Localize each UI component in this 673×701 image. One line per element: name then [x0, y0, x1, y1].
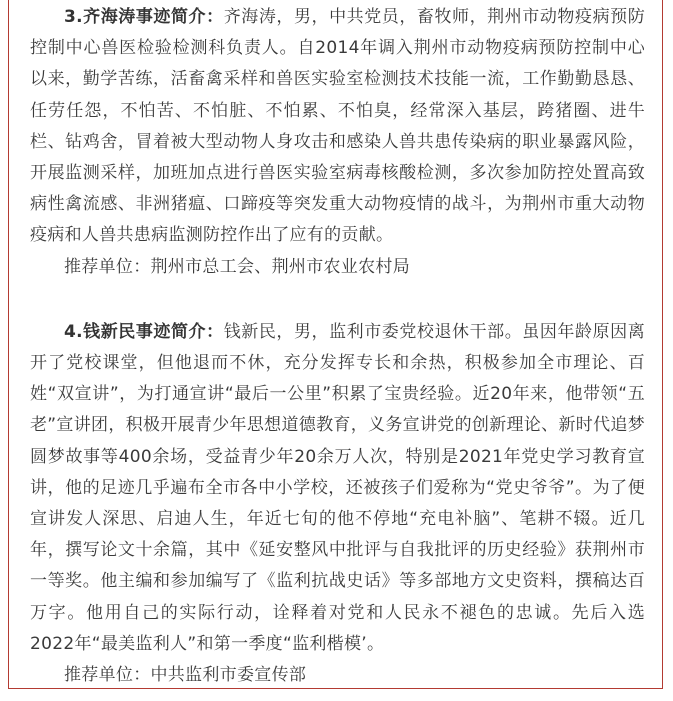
recommend-unit-qi-haitao: 推荐单位：荆州市总工会、荆州市农业农村局	[64, 256, 410, 277]
article-content	[30, 2, 645, 691]
profile-paragraph-qi-haitao	[30, 2, 645, 252]
profile-heading-qian-xinmin: 4.钱新民事迹简介：	[64, 321, 224, 342]
profile-body-qian-xinmin: 钱新民，男，监利市委党校退休干部。虽因年龄原因离开了党校课堂，但他退而不休，充分发挥专长和余热，积极参加全市理论、百姓“双宣讲”，为打通宣讲“最后一公里”积累了宝贵经验。近20年来，他带领“五老”宣讲团，积极开展青少年思想道德教育，义务宣讲党的创新理论、新时代追梦圆梦故事等400余场，受益青少年20余万人次，特别是2021年党史学习教育宣讲，他的足迹几乎遍布全市各中小学校，还被孩子们爱称为“党史爷爷”。为了便宣讲发人深思、启迪人生，年近七旬的他不停地“充电补脑”、笔耕不辍。近几年，撰写论文十余篇，其中《延安整风中批评与自我批评的历史经验》获荆州市一等奖。他主编和参加编写了《监利抗战史话》等多部地方文史资料，撰稿达百万字。他用自己的实际行动，诠释着对党和人民永不褪色的忠诚。先后入选2022年“最美监利人”和第一季度“监利楷模’。	[30, 321, 645, 654]
profile-body-qi-haitao: 齐海涛，男，中共党员，畜牧师，荆州市动物疫病预防控制中心兽医检验检测科负责人。自2014年调入荆州市动物疫病预防控制中心以来，勤学苦练，活畜禽采样和兽医实验室检测技术技能一流，工作勤勤恳恳、任劳任怨，不怕苦、不怕脏、不怕累、不怕臭，经常深入基层，跨猪圈、进牛栏、钻鸡舍，冒着被大型动物人身攻击和感染人兽共患传染病的职业暴露风险，开展监测采样，加班加点进行兽医实验室病毒核酸检测，多次参加防控处置高致病性禽流感、非洲猪瘟、口蹄疫等突发重大动物疫情的战斗，为荆州市重大动物疫病和人兽共患病监测防控作出了应有的贡献。	[30, 7, 645, 246]
recommend-unit-qian-xinmin: 推荐单位：中共监利市委宣传部	[64, 665, 307, 686]
profile-heading-qi-haitao: 3.齐海涛事迹简介：	[64, 7, 224, 27]
section-spacer	[30, 283, 645, 317]
profile-paragraph-qian-xinmin	[30, 317, 645, 660]
